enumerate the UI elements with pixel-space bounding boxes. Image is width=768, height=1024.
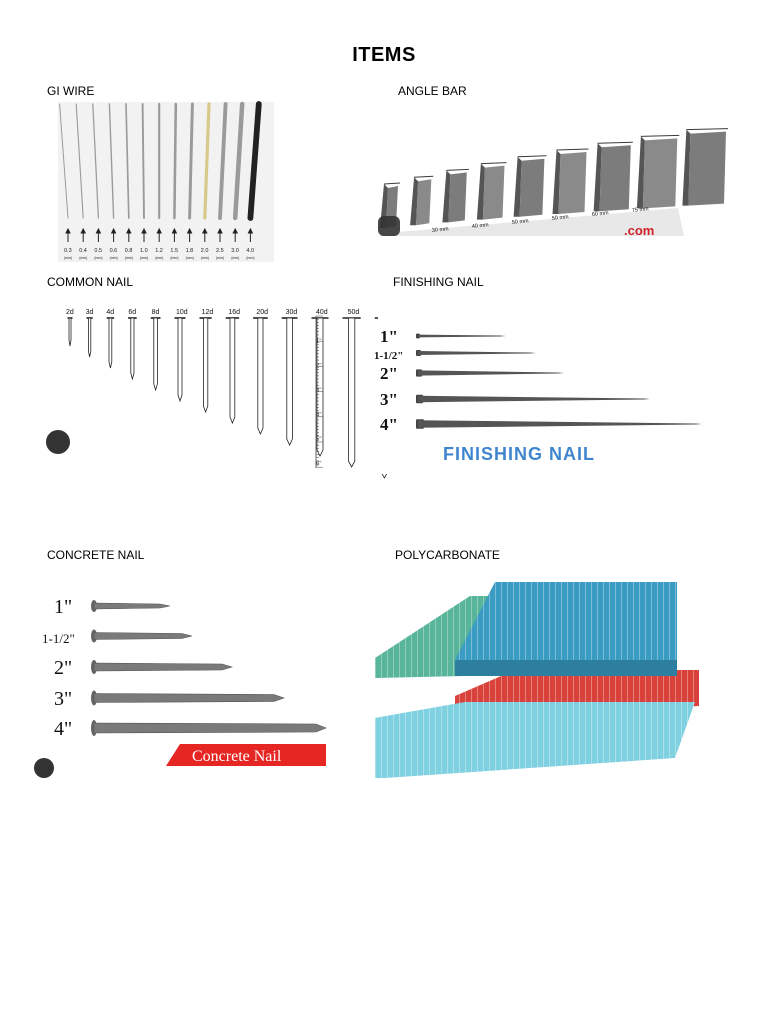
angle-bar — [553, 149, 589, 214]
wire-unit-label: (mm) — [64, 256, 73, 260]
nail-size-label: 2d — [66, 309, 74, 316]
ruler-label: 1" — [316, 339, 322, 345]
wire-strand — [174, 104, 175, 218]
nail-size-label: 1-1/2" — [42, 631, 75, 646]
nail-shank — [94, 603, 170, 609]
angle-size-label: 50 mm — [511, 218, 529, 226]
nail-shank — [94, 633, 192, 640]
nail-size-label: 30d — [285, 309, 298, 316]
angle-bar-face — [520, 159, 545, 217]
wire-size-label: 3.0 — [231, 248, 239, 254]
nail-shank — [348, 318, 354, 467]
item-label-concrete-nail: CONCRETE NAIL — [47, 548, 145, 562]
common-nail-image — [58, 296, 360, 472]
angle-size-label: 40 mm — [471, 222, 489, 230]
wire-unit-label: (mm) — [170, 256, 179, 260]
nail-shank — [154, 318, 158, 390]
item-label-finishing-nail: FINISHING NAIL — [393, 275, 484, 289]
wire-size-label: 0.4 — [79, 248, 87, 254]
nail-shank — [287, 318, 293, 445]
nail-size-label: 1" — [380, 327, 398, 346]
nail-shank — [94, 694, 284, 703]
wire-unit-label: (mm) — [79, 256, 88, 260]
angle-bar — [514, 156, 547, 217]
nail-shank — [131, 318, 134, 379]
ruler-label: 6" — [316, 461, 322, 468]
nail-size-label: 2" — [380, 364, 398, 383]
nail-size-label: 50d — [347, 309, 360, 316]
nail-size-label: 3d — [85, 309, 94, 316]
nail-size-label: 2" — [54, 657, 73, 679]
nail-size-label: 40d — [316, 309, 328, 316]
wire-unit-label: (mm) — [185, 256, 194, 260]
ruler-label: 3" — [316, 388, 322, 394]
angle-bar-face — [688, 132, 726, 206]
nail-size-label: 12d — [201, 309, 214, 316]
nail-size-label: 6d — [128, 309, 137, 316]
angle-bar — [637, 135, 679, 208]
item-label-common-nail: COMMON NAIL — [47, 275, 134, 289]
ruler-label: 4" — [316, 412, 322, 419]
angle-bar — [682, 129, 728, 206]
angle-bar — [442, 169, 468, 222]
wire-unit-label: (mm) — [124, 256, 133, 260]
angle-size-label: 30 mm — [431, 226, 449, 234]
nail-shank — [178, 318, 182, 401]
wire-size-label: 4.0 — [246, 248, 255, 254]
wire-unit-label: (mm) — [231, 256, 240, 260]
wire-unit-label: (mm) — [216, 256, 225, 260]
nail-shank — [94, 663, 232, 671]
wire-size-label: 0.3 — [64, 248, 72, 254]
finishing-nail-image — [374, 304, 700, 474]
nail-shank — [88, 318, 90, 357]
wire-size-label: 1.2 — [155, 248, 163, 254]
angle-size-label: 75 mm — [631, 206, 649, 214]
angle-bar-face — [559, 152, 587, 214]
nail-shank — [69, 318, 71, 346]
nail-size-label: 4" — [380, 415, 398, 434]
ruler-label: 2" — [316, 363, 322, 370]
nail-shank — [94, 723, 326, 733]
wire-size-label: 1.0 — [140, 248, 148, 254]
angle-bar-edge — [686, 129, 728, 130]
angle-bar-face — [483, 166, 505, 220]
wire-size-label: 0.8 — [124, 248, 133, 254]
angle-size-label: 60 mm — [591, 210, 609, 218]
nail-size-label: 3" — [54, 688, 73, 710]
nail-size-label: 3" — [380, 390, 398, 409]
wire-unit-label: (mm) — [109, 256, 118, 260]
ruler-label: 5" — [316, 437, 322, 443]
angle-bar-face — [643, 138, 677, 208]
gi-wire-image — [58, 102, 274, 262]
wire-unit-label: (mm) — [246, 256, 255, 260]
angle-bar — [477, 163, 507, 220]
concrete-nail-banner: Concrete Nail — [192, 748, 282, 765]
watermark-icon — [34, 758, 54, 778]
nail-size-label: 16d — [228, 309, 241, 316]
angle-bar-face — [600, 145, 631, 211]
nail-size-label: 1" — [54, 596, 73, 618]
angle-bar-face — [448, 172, 466, 222]
item-label-angle-bar: ANGLE BAR — [398, 84, 467, 98]
wire-unit-label: (mm) — [140, 256, 149, 260]
nail-size-label: 1-1/2" — [374, 350, 404, 362]
finishing-nail-banner: FINISHING NAIL — [443, 444, 595, 464]
polycarbonate-image — [375, 578, 699, 778]
nail-size-label: 10d — [176, 309, 188, 316]
watermark-text: .com — [624, 223, 655, 238]
page-title: ITEMS — [352, 44, 416, 66]
wire-size-label: 1.8 — [185, 248, 194, 254]
nail-size-label: 4" — [54, 718, 73, 740]
angle-bar — [594, 142, 633, 211]
nail-shank — [230, 318, 235, 423]
item-label-gi-wire: GI WIRE — [47, 84, 95, 98]
nail-shank — [258, 318, 263, 434]
nail-size-label: 20d — [256, 309, 269, 316]
concrete-nail-image — [42, 588, 326, 770]
wire-unit-label: (mm) — [200, 256, 209, 260]
wire-size-label: 2.0 — [200, 248, 209, 254]
wire-size-label: 0.6 — [109, 248, 118, 254]
angle-bar-face — [416, 179, 431, 225]
wire-unit-label: (mm) — [155, 256, 164, 260]
wire-size-label: 1.5 — [170, 248, 179, 254]
wire-unit-label: (mm) — [94, 256, 103, 260]
item-label-polycarbonate: POLYCARBONATE — [395, 548, 500, 562]
watermark-icon — [378, 216, 400, 236]
wire-size-label: 2.5 — [216, 248, 224, 254]
nail-size-label: 8d — [151, 309, 160, 316]
watermark-icon — [46, 430, 70, 454]
angle-bar-image — [378, 104, 684, 236]
angle-size-label: 50 mm — [551, 214, 569, 222]
wire-size-label: 0.5 — [94, 248, 103, 254]
nail-size-label: 4d — [106, 309, 115, 316]
nail-shank — [109, 318, 112, 368]
nail-shank — [203, 318, 207, 412]
